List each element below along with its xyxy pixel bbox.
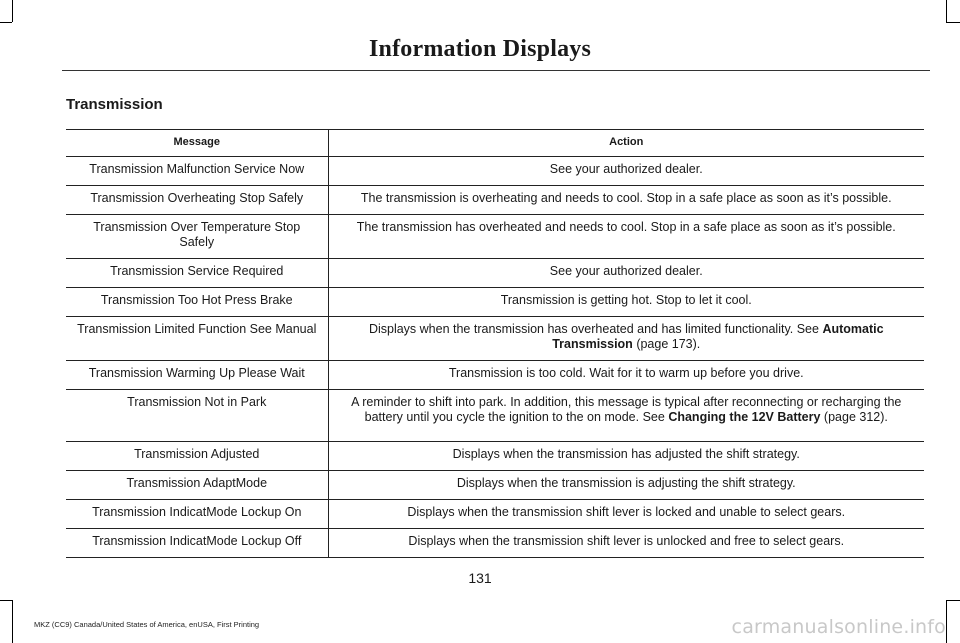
message-cell: Transmission AdaptMode <box>66 471 328 500</box>
action-text: A reminder to shift into park. In addition, this message is typical after reconnecting or recharging the battery until you cycle the ignition to the on mode. See <box>351 395 902 424</box>
table-row <box>66 529 924 558</box>
action-cell <box>328 390 924 442</box>
message-cell: Transmission Overheating Stop Safely <box>66 186 328 215</box>
table-row <box>66 361 924 390</box>
action-cell: Displays when the transmission is adjusting the shift strategy. <box>328 471 924 500</box>
action-cell: Transmission is getting hot. Stop to let it cool. <box>328 288 924 317</box>
cross-reference-page: (page 312). <box>823 410 888 424</box>
crop-mark-bottom-right-v <box>946 600 947 643</box>
action-cell: See your authorized dealer. <box>328 157 924 186</box>
table-row <box>66 442 924 471</box>
message-cell: Transmission Adjusted <box>66 442 328 471</box>
table-row <box>66 259 924 288</box>
page-header-title: Information Displays <box>368 36 592 62</box>
message-cell: Transmission Service Required <box>66 259 328 288</box>
crop-mark-top-left-v <box>12 0 13 22</box>
watermark: carmanualsonline.info <box>731 616 946 638</box>
crop-mark-bottom-left-v <box>12 600 13 643</box>
action-cell: See your authorized dealer. <box>328 259 924 288</box>
crop-mark-top-left-h <box>0 22 12 23</box>
message-cell: Transmission Malfunction Service Now <box>66 157 328 186</box>
message-cell: Transmission Over Temperature Stop Safely <box>66 215 328 259</box>
action-cell <box>328 317 924 361</box>
table-row <box>66 186 924 215</box>
table-row <box>66 471 924 500</box>
action-cell: Transmission is too cold. Wait for it to warm up before you drive. <box>328 361 924 390</box>
message-cell: Transmission IndicatMode Lockup Off <box>66 529 328 558</box>
footer-printing-info: MKZ (CC9) Canada/United States of America, enUSA, First Printing <box>34 620 260 629</box>
page-number: 131 <box>468 570 492 586</box>
cross-reference-page: (page 173). <box>636 337 701 351</box>
action-cell: Displays when the transmission has adjusted the shift strategy. <box>328 442 924 471</box>
action-cell: The transmission is overheating and needs to cool. Stop in a safe place as soon as it’s possible. <box>328 186 924 215</box>
message-cell: Transmission Not in Park <box>66 390 328 442</box>
crop-mark-top-right-v <box>946 0 947 22</box>
action-cell: Displays when the transmission shift lever is locked and unable to select gears. <box>328 500 924 529</box>
section-heading: Transmission <box>66 96 163 113</box>
crop-mark-bottom-right-h <box>946 600 960 601</box>
column-header-message: Message <box>66 130 328 157</box>
message-cell: Transmission Too Hot Press Brake <box>66 288 328 317</box>
crop-mark-bottom-left-h <box>0 600 12 601</box>
table-row <box>66 288 924 317</box>
table-row <box>66 157 924 186</box>
header-divider <box>62 70 930 71</box>
table-row <box>66 500 924 529</box>
message-cell: Transmission IndicatMode Lockup On <box>66 500 328 529</box>
message-cell: Transmission Warming Up Please Wait <box>66 361 328 390</box>
cross-reference-link[interactable]: Automatic Transmission <box>552 322 884 351</box>
table-header-row <box>66 130 924 157</box>
table-row <box>66 317 924 361</box>
message-cell: Transmission Limited Function See Manual <box>66 317 328 361</box>
table-row <box>66 390 924 442</box>
cross-reference-link[interactable]: Changing the 12V Battery <box>668 410 821 424</box>
action-cell: Displays when the transmission shift lever is unlocked and free to select gears. <box>328 529 924 558</box>
crop-mark-top-right-h <box>946 22 960 23</box>
transmission-messages-table <box>66 129 924 558</box>
column-header-action: Action <box>328 130 924 157</box>
action-cell: The transmission has overheated and needs to cool. Stop in a safe place as soon as it’s possible. <box>328 215 924 259</box>
table-row <box>66 215 924 259</box>
action-text: Displays when the transmission has overheated and has limited functionality. See <box>368 322 819 336</box>
